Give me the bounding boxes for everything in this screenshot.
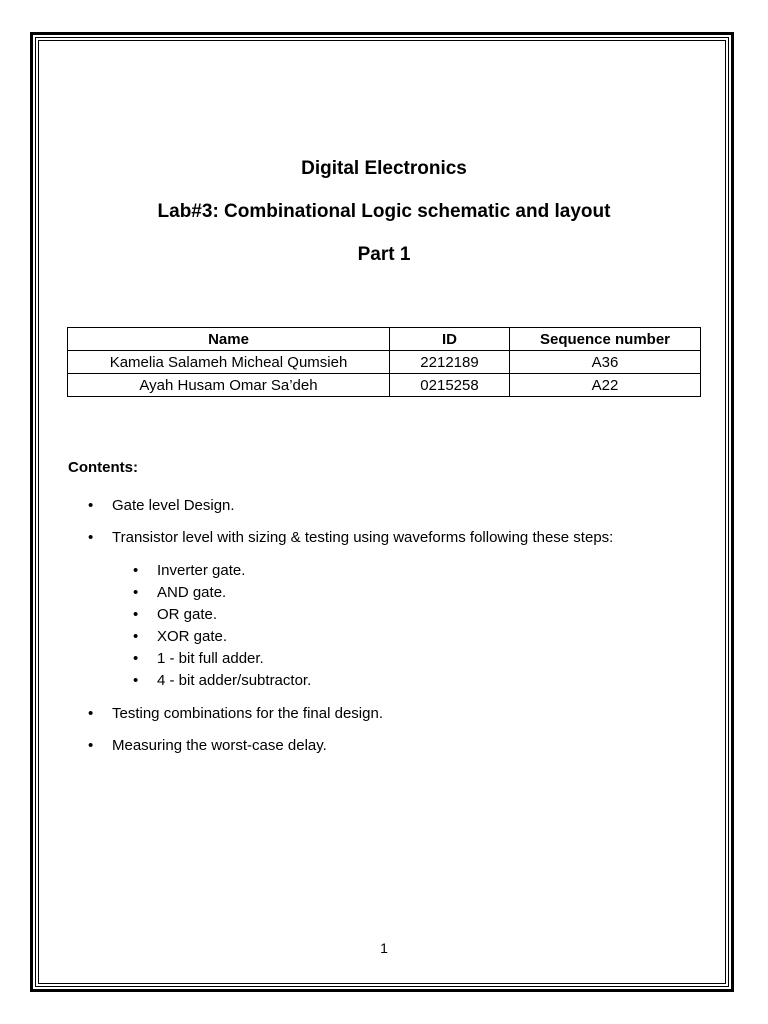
bullet-icon: • — [88, 705, 94, 722]
member-id: 0215258 — [390, 374, 510, 397]
list-item — [133, 627, 311, 646]
member-sequence: A36 — [510, 351, 701, 374]
bullet-icon: • — [133, 606, 139, 623]
list-item-text: 1 - bit full adder. — [157, 650, 264, 667]
bullet-icon: • — [133, 672, 139, 689]
bullet-icon: • — [88, 737, 94, 754]
list-item — [133, 649, 311, 668]
part-title: Part 1 — [357, 244, 411, 265]
list-item — [88, 528, 613, 547]
list-item — [133, 605, 311, 624]
list-item — [133, 583, 311, 602]
bullet-icon: • — [133, 628, 139, 645]
bullet-icon: • — [133, 650, 139, 667]
list-item — [133, 561, 311, 580]
list-item-text: OR gate. — [157, 606, 218, 623]
lab-title: Lab#3: Combinational Logic schematic and layout — [157, 201, 611, 222]
list-item-text: Gate level Design. — [112, 497, 235, 514]
contents-sublist — [133, 561, 311, 693]
member-sequence: A22 — [510, 374, 701, 397]
member-name: Ayah Husam Omar Sa’deh — [68, 374, 390, 397]
bullet-icon: • — [133, 584, 139, 601]
members-table — [67, 327, 701, 397]
list-item — [88, 496, 613, 515]
list-item — [133, 671, 311, 690]
column-header-sequence: Sequence number — [510, 328, 701, 351]
member-id: 2212189 — [390, 351, 510, 374]
list-item-text: AND gate. — [157, 584, 227, 601]
list-item-text: Testing combinations for the final design. — [112, 705, 383, 722]
table-row — [68, 351, 701, 374]
contents-list-continued — [88, 704, 383, 768]
list-item — [88, 736, 383, 755]
bullet-icon: • — [133, 562, 139, 579]
table-header-row — [68, 328, 701, 351]
bullet-icon: • — [88, 529, 94, 546]
list-item-text: Measuring the worst-case delay. — [112, 737, 327, 754]
document-title: Digital Electronics — [301, 158, 467, 179]
contents-list — [88, 496, 613, 560]
member-name: Kamelia Salameh Micheal Qumsieh — [68, 351, 390, 374]
column-header-name: Name — [68, 328, 390, 351]
list-item-text: Transistor level with sizing & testing using waveforms following these steps: — [112, 529, 614, 546]
list-item-text: 4 - bit adder/subtractor. — [157, 672, 312, 689]
list-item-text: XOR gate. — [157, 628, 228, 645]
table-row — [68, 374, 701, 397]
column-header-id: ID — [390, 328, 510, 351]
bullet-icon: • — [88, 497, 94, 514]
page-number: 1 — [380, 940, 388, 956]
list-item — [88, 704, 383, 723]
list-item-text: Inverter gate. — [157, 562, 246, 579]
contents-heading: Contents: — [68, 459, 138, 476]
